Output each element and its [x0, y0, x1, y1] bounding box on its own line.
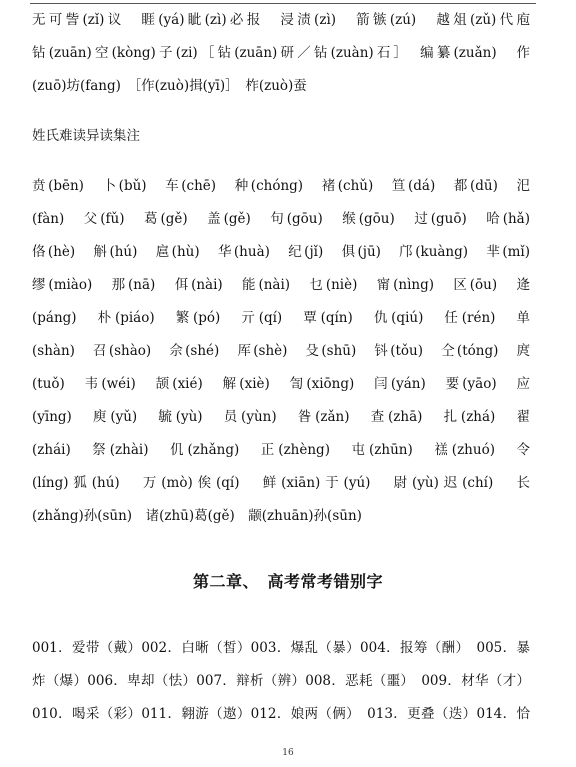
text-line: 贲(bēn) 卜(bǔ) 车(chē) 种(chóng) 褚(chǔ) 笪(dá) 都(dū) 汜: [32, 178, 530, 194]
typo-list-block: [32, 632, 530, 731]
text-line: (zhǎng)孙(sūn) 诸(zhū)葛(gě) 颛(zhuān)孙(sūn): [32, 508, 362, 524]
text-line: (zuō)坊(fang) ［作(zuò)揖(yī)］ 柞(zuò)蚕: [32, 78, 307, 94]
surname-pinyin-block: [32, 170, 530, 533]
text-line: (zhái) 祭(zhài) 仉(zhǎng) 正(zhèng) 屯(zhūn) 禚(zhuó) 令: [32, 442, 530, 458]
text-line: 炸（爆）006．卑却（怯）007．辩析（辨）008．恶耗（噩） 009．材华（才）: [32, 673, 530, 689]
top-pinyin-block: [32, 4, 530, 103]
page-number: 16: [282, 748, 294, 758]
surname-section-heading: 姓氏难读异读集注: [32, 128, 140, 144]
text-line: (shàn) 召(shào) 佘(shé) 厍(shè) 殳(shū) 钭(tǒu) 仝(tóng) 庹: [32, 343, 530, 359]
text-line: (yīng) 庾(yǔ) 毓(yù) 员(yùn) 昝(zǎn) 查(zhā) 扎(zhá) 翟: [32, 409, 530, 425]
text-line: 010．喝采（彩）011．翱游（遨）012．娘两（俩） 013．更叠（迭）014．恰: [32, 706, 530, 722]
text-line: 钻(zuān)空(kòng)子(zi)［钻(zuān)研／钻(zuàn)石］ 编纂(zuǎn) 作: [32, 45, 530, 61]
text-line: (tuǒ) 韦(wéi) 颉(xié) 解(xiè) 訇(xiōng) 闫(yán) 要(yāo) 应: [32, 376, 530, 392]
text-line: 缪(miào) 那(nā) 佴(nài) 能(nài) 乜(niè) 甯(nìng) 区(ōu) 逄: [32, 277, 530, 293]
text-line: 001．爱带（戴）002．白晰（皙）003．爆乱（暴）004．报筹（酬） 005．暴: [32, 640, 530, 656]
text-line: (fàn) 父(fǔ) 葛(gě) 盖(gě) 句(gōu) 缑(gōu) 过(guō) 哈(hǎ): [32, 211, 530, 227]
text-line: (líng)狐(hú) 万(mò)俟(qí) 鲜(xiān)于(yú) 尉(yù)迟(chí) 长: [32, 475, 530, 491]
text-line: (páng) 朴(piáo) 繁(pó) 亓(qí) 覃(qín) 仇(qiú) 任(rén) 单: [32, 310, 530, 326]
chapter-title: 第二章、 高考常考错别字: [192, 572, 383, 591]
text-line: 佫(hè) 斛(hú) 扈(hù) 华(huà) 纪(jǐ) 俱(jū) 邝(kuàng) 芈(mǐ): [32, 244, 530, 260]
text-line: 无可訾(zǐ)议 睚(yá)眦(zì)必报 浸渍(zì) 箭镞(zú) 越俎(zǔ)代庖: [32, 12, 530, 28]
